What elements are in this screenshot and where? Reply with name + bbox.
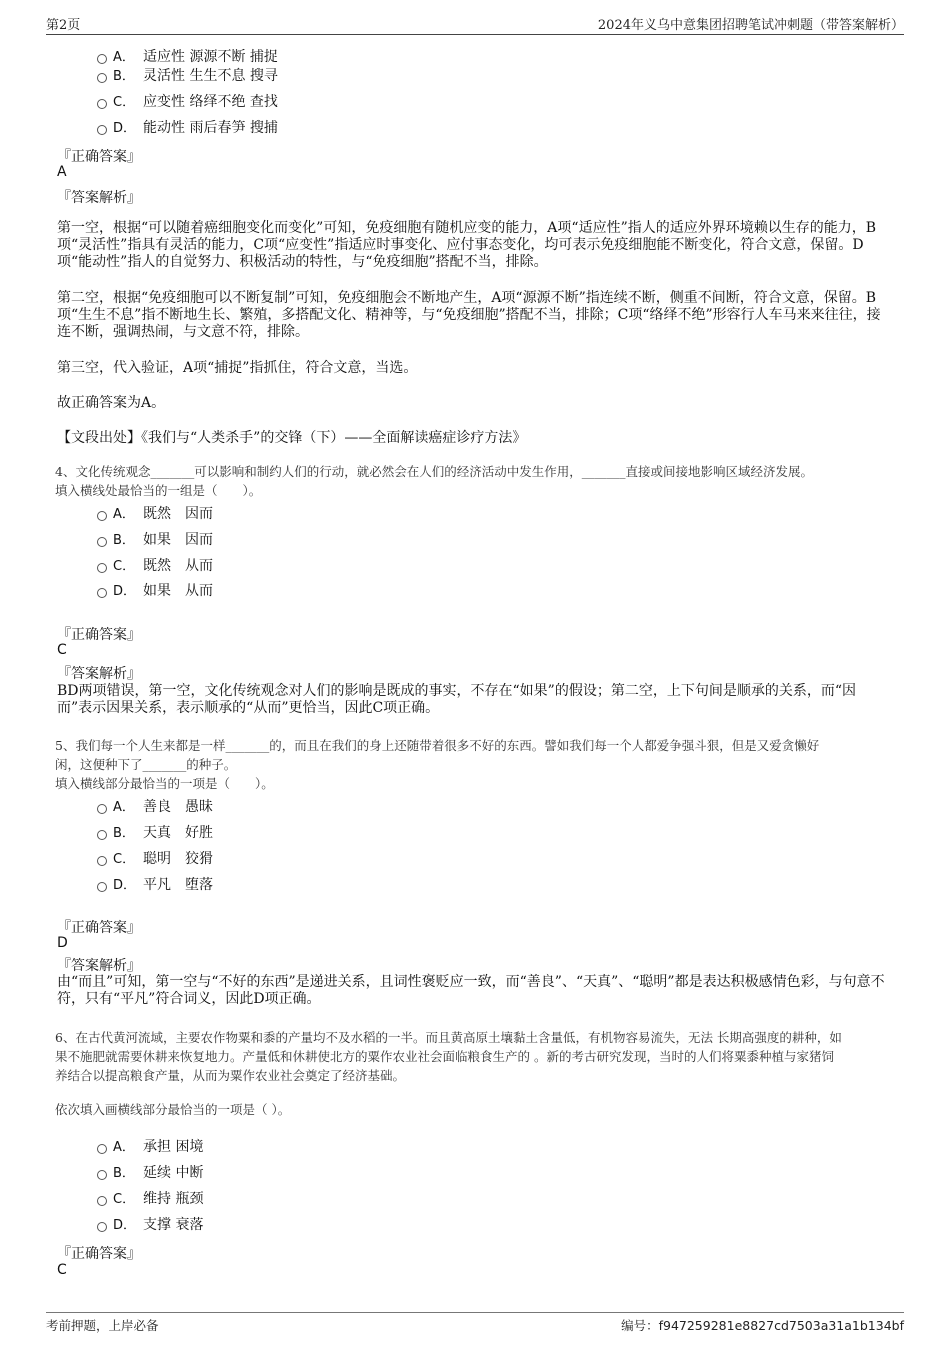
radio-icon[interactable] [97, 830, 107, 840]
q3-analysis-paragraph: 第二空，根据“免疫细胞可以不断复制”可知，免疫细胞会不断地产生，A项“源源不断”指连续不断，侧重不间断，符合文意，保留。B项“生生不息”指不断地生长、繁殖，多搭配文化、精神等，与“免疫细胞”搭配不当，排除；C项“络绎不绝”形容行人车马来来往往，接连不断，强调热闹，与文意不符，排除。 [57, 290, 881, 340]
radio-icon[interactable] [97, 1196, 107, 1206]
q3-analysis-label: 『答案解析』 [57, 190, 141, 206]
radio-icon[interactable] [97, 537, 107, 547]
q3-analysis-paragraph: 第三空，代入验证，A项“捕捉”指抓住，符合文意，当选。 [57, 360, 418, 376]
radio-icon[interactable] [97, 882, 107, 892]
q3-option-b[interactable]: B． 灵活性 生生不息 搜寻 [97, 66, 278, 86]
q6-option-d[interactable]: D． 支撑 衰落 [97, 1215, 203, 1235]
radio-icon[interactable] [97, 125, 107, 135]
q6-option-c[interactable]: C． 维持 瓶颈 [97, 1189, 203, 1209]
q6-instruction: 依次填入画横线部分最恰当的一项是（ ）。 [55, 1102, 291, 1117]
radio-icon[interactable] [97, 54, 107, 64]
q5-option-c[interactable]: C． 聪明 狡猾 [97, 849, 213, 869]
q5-option-b[interactable]: B． 天真 好胜 [97, 823, 213, 843]
q3-source: 【文段出处】《我们与“人类杀手”的交锋（下）——全面解读癌症诊疗方法》 [57, 430, 527, 446]
q4-analysis: BD两项错误，第一空，文化传统观念对人们的影响是既成的事实，不存在“如果”的假设；第二空，上下句间是顺承的关系，而“因而”表示因果关系，表示顺承的“从而”更恰当，因此C项正确。 [57, 683, 856, 716]
q5-analysis: 由“而且”可知，第一空与“不好的东西”是递进关系，且词性褒贬应一致，而“善良”、“天真”、“聪明”都是表达积极感情色彩，与句意不符，只有“平凡”符合词义，因此D项正确。 [57, 974, 885, 1007]
q6-option-b[interactable]: B． 延续 中断 [97, 1163, 203, 1183]
q4-stem: 4、文化传统观念_______可以影响和制约人们的行动，就必然会在人们的经济活动中发生作用，_______直接或间接地影响区域经济发展。 填入横线处最恰当的一组是（ ）。 [55, 464, 813, 498]
q5-stem: 5、我们每一个人生来都是一样_______的，而且在我们的身上还随带着很多不好的东西。譬如我们每一个人都爱争强斗狠，但是又爱贪懒好 闲，这便种下了_______的种子。 填入横线部分最恰当的一项是（ ）。 [55, 738, 820, 791]
radio-icon[interactable] [97, 99, 107, 109]
q5-option-d[interactable]: D． 平凡 堕落 [97, 875, 213, 895]
radio-icon[interactable] [97, 804, 107, 814]
q3-answer-label: 『正确答案』 [57, 149, 141, 165]
q5-answer-label: 『正确答案』 [57, 920, 141, 936]
q5-option-a[interactable]: A． 善良 愚昧 [97, 797, 213, 817]
q4-answer: C [57, 642, 67, 658]
q6-stem: 6、在古代黄河流域，主要农作物粟和黍的产量均不及水稻的一半。而且黄高原土壤黏土含量低，有机物容易流失，无法 长期高强度的耕种，如 果不施肥就需要休耕来恢复地力。产量低和休耕使北方的粟作农业社会面临粮食生产的 。新的考古研究发现，当时的人们将粟黍种植与家猪饲 养结合以提高粮食产量，从而为粟作农业社会奠定了经济基础。 [55, 1030, 842, 1083]
page-number: 第2页 [46, 18, 81, 33]
page-header [46, 14, 904, 35]
radio-icon[interactable] [97, 73, 107, 83]
q4-option-a[interactable]: A． 既然 因而 [97, 504, 213, 524]
q4-option-c[interactable]: C． 既然 从而 [97, 556, 213, 576]
q5-analysis-label: 『答案解析』 [57, 958, 141, 974]
footer-slogan: 考前押题，上岸必备 [46, 1318, 159, 1333]
document-title: 2024年义乌中意集团招聘笔试冲刺题（带答案解析） [597, 18, 904, 33]
radio-icon[interactable] [97, 1170, 107, 1180]
q4-answer-label: 『正确答案』 [57, 627, 141, 643]
q4-option-d[interactable]: D． 如果 从而 [97, 581, 213, 601]
q6-answer-label: 『正确答案』 [57, 1246, 141, 1262]
radio-icon[interactable] [97, 1222, 107, 1232]
radio-icon[interactable] [97, 856, 107, 866]
q6-answer: C [57, 1262, 67, 1278]
q6-option-a[interactable]: A． 承担 困境 [97, 1137, 203, 1157]
q3-option-a[interactable]: A． 适应性 源源不断 捕捉 [97, 47, 278, 67]
q3-analysis-paragraph: 故正确答案为A。 [57, 395, 166, 411]
q3-answer: A [57, 164, 67, 180]
q4-analysis-label: 『答案解析』 [57, 666, 141, 682]
q3-analysis-paragraph: 第一空，根据“可以随着癌细胞变化而变化”可知，免疫细胞有随机应变的能力，A项“适应性”指人的适应外界环境赖以生存的能力，B项“灵活性”指具有灵活的能力，C项“应变性”指适应时事变化、应付事态变化，均可表示免疫细胞能不断变化，符合文意，保留。D项“能动性”指人的自觉努力、积极活动的特性，与“免疫细胞”搭配不当，排除。 [57, 220, 877, 270]
radio-icon[interactable] [97, 588, 107, 598]
q4-option-b[interactable]: B． 如果 因而 [97, 530, 213, 550]
radio-icon[interactable] [97, 563, 107, 573]
q3-option-d[interactable]: D． 能动性 雨后春笋 搜捕 [97, 118, 278, 138]
radio-icon[interactable] [97, 1144, 107, 1154]
document-code: 编号：f947259281e8827cd7503a31a1b134bf [621, 1318, 904, 1333]
radio-icon[interactable] [97, 511, 107, 521]
page-footer [46, 1312, 904, 1343]
q5-answer: D [57, 935, 68, 951]
q3-option-c[interactable]: C． 应变性 络绎不绝 查找 [97, 92, 278, 112]
